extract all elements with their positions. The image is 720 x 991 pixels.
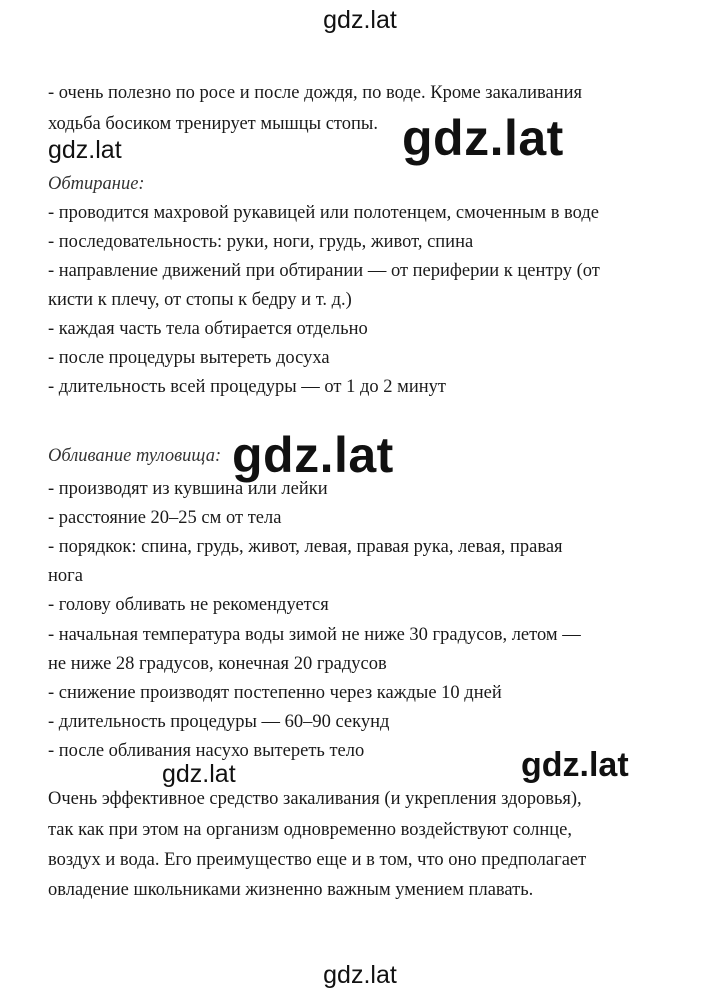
- section-title-rubbing: Обтирание:: [48, 174, 145, 194]
- watermark-small: gdz.lat: [48, 136, 122, 164]
- dousing-line: не ниже 28 градусов, конечная 20 градусов: [48, 654, 387, 674]
- dousing-line: - расстояние 20–25 см от тела: [48, 508, 282, 528]
- intro-line: - очень полезно по росе и после дождя, по воде. Кроме закаливания: [48, 83, 583, 103]
- paragraph-line: воздух и вода. Его преимущество еще и в том, что оно предполагает: [48, 850, 587, 870]
- paragraph-line: овладение школьниками жизненно важным умением плавать.: [48, 880, 534, 900]
- section-title-dousing: Обливание туловища:: [48, 446, 222, 466]
- watermark-small: gdz.lat: [162, 760, 236, 788]
- watermark-medium: gdz.lat: [521, 746, 629, 784]
- header-watermark: gdz.lat: [323, 6, 397, 34]
- dousing-line: - порядкок: спина, грудь, живот, левая, правая рука, левая, правая: [48, 537, 563, 557]
- dousing-line: - производят из кувшина или лейки: [48, 479, 328, 499]
- dousing-line: - голову обливать не рекомендуется: [48, 595, 329, 615]
- dousing-line: - длительность процедуры — 60–90 секунд: [48, 712, 390, 732]
- watermark-large: gdz.lat: [402, 110, 564, 166]
- footer-watermark: gdz.lat: [323, 961, 397, 989]
- rubbing-line: кисти к плечу, от стопы к бедру и т. д.): [48, 290, 352, 310]
- rubbing-line: - последовательность: руки, ноги, грудь, живот, спина: [48, 232, 474, 252]
- intro-line: ходьба босиком тренирует мышцы стопы.: [48, 114, 378, 134]
- dousing-line: - начальная температура воды зимой не ниже 30 градусов, летом —: [48, 625, 581, 645]
- rubbing-line: - проводится махровой рукавицей или полотенцем, смоченным в воде: [48, 203, 599, 223]
- rubbing-line: - каждая часть тела обтирается отдельно: [48, 319, 368, 339]
- dousing-line: - снижение производят постепенно через каждые 10 дней: [48, 683, 502, 703]
- watermark-large: gdz.lat: [232, 427, 394, 483]
- dousing-line: - после обливания насухо вытереть тело: [48, 741, 365, 761]
- rubbing-line: - после процедуры вытереть досуха: [48, 348, 330, 368]
- paragraph-line: Очень эффективное средство закаливания (и укрепления здоровья),: [48, 789, 582, 809]
- paragraph-line: так как при этом на организм одновременно воздействуют солнце,: [48, 820, 573, 840]
- rubbing-line: - длительность всей процедуры — от 1 до 2 минут: [48, 377, 447, 397]
- rubbing-line: - направление движений при обтирании — от периферии к центру (от: [48, 261, 600, 281]
- dousing-line: нога: [48, 566, 83, 586]
